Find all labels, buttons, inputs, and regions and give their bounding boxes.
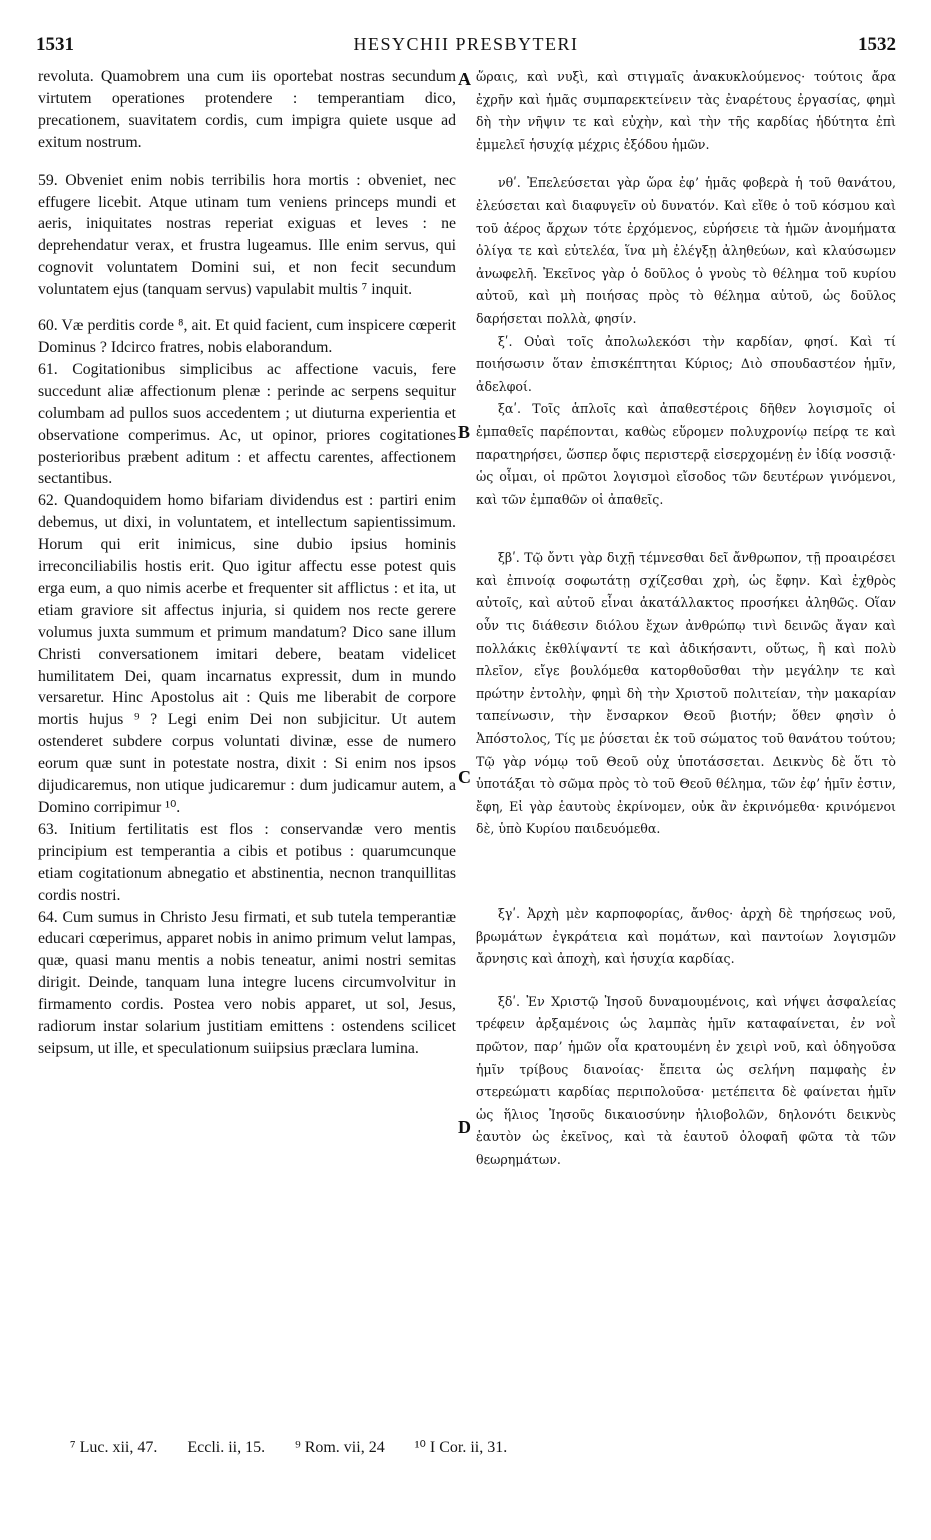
greek-paragraph: ὥραις, καὶ νυξὶ, καὶ στιγμαῖς ἀνακυκλούμενος· τούτοις ἄρα ἐχρῆν καὶ ἡμᾶς συμπαρεκτείνειν τὰς ἐναρέτους ἐργασίας, φημὶ δὴ τὴν νῆψιν τε καὶ εὐχὴν, καὶ τὴν τῆς καρδίας ἡδύτητα ἐπὶ ἐμμελεῖ ἡσυχίᾳ μέχρις ἐξόδου ἡμῶν. bbox=[476, 69, 896, 152]
page-number-left: 1531 bbox=[36, 34, 74, 55]
greek-paragraph: νθʹ. Ἐπελεύσεται γὰρ ὥρα ἐφʼ ἡμᾶς φοβερὰ ἡ τοῦ θανάτου, ἐλεύσεται καὶ διαφυγεῖν οὐ δυνατόν. Καὶ εἴθε ὁ τοῦ κόσμου καὶ τοῦ ἀέρος ἄρχων τότε ἐρχόμενος, εὑρήσειε τὰ ἡμῶν ἀνομήματα ὀλίγα τε καὶ εὐτελέα, ἵνα μὴ ἐλέγξῃ ἀληθεύων, καὶ κλαύσωμεν ἀνωφελῆ. Ἐκεῖνος γὰρ ὁ δοῦλος ὁ γνοὺς τὸ θέλημα τοῦ κυρίου αὐτοῦ, καὶ μὴ ποιήσας πρὸς τὸ θέλημα αὐτοῦ, ὡς δοῦλος δαρήσεται πολλὰ, φησίν. bbox=[476, 175, 896, 326]
greek-column bbox=[476, 66, 896, 1431]
margin-marker-b: B bbox=[458, 422, 471, 442]
footnote: ⁹ Rom. vii, 24 bbox=[295, 1439, 385, 1456]
running-title: HESYCHII PRESBYTERI bbox=[353, 34, 579, 54]
footnote: ⁷ Luc. xii, 47. bbox=[70, 1439, 158, 1456]
greek-paragraph: ξʹ. Οὐαὶ τοῖς ἀπολωλεκόσι τὴν καρδίαν, φησί. Καὶ τί ποιήσωσιν ὅταν ἐπισκέπτηται Κύριος; Διὸ σπουδαστέον ἡμῖν, ἀδελφοί. bbox=[476, 333, 896, 394]
latin-paragraph: 63. Initium fertilitatis est flos : conservandæ vero mentis principium est temperantia a cibis et potibus : quarumcunque etiam cogitationum abnegatio et abstinentia, necnon tranquillitas cordis nostri. bbox=[38, 820, 456, 904]
page-header bbox=[36, 34, 896, 64]
margin-marker-a: A bbox=[458, 69, 471, 89]
latin-paragraph: 61. Cogitationibus simplicibus ac affectione vacuis, fere succedunt aliæ affectionum plenæ : perinde ac serpens sequitur columbam ad pullos suos accedentem ; ut diuturna experientia et observatione comperimus. Ac, ut opinor, priores cogitationes posterioribus præbent aditum : et affectu carentes, affectionem sectantibus. bbox=[38, 360, 456, 488]
greek-paragraph: ξδʹ. Ἐν Χριστῷ Ἰησοῦ δυναμουμένοις, καὶ νήψει ἀσφαλείας τρέφειν ἀρξαμένοις ὡς λαμπὰς ἡμῖν καταφαίνεται, ἐν νοῒ πρῶτον, παρʼ ἡμῶν οἷα κρατουμένη ἐν χειρὶ νοῦ, καὶ ὁδηγοῦσα ἡμῖν τρίβους διανοίας· ἔπειτα ὡς σελήνη παμφαὴς ἐν στερεώματι καρδίας περιπολοῦσα· μετέπειτα δὲ φαίνεται ἡμῖν ὡς ἥλιος Ἰησοῦς δικαιοσύνην ἡλιοβολῶν, δηλονότι δεικνὺς ἑαυτὸν ὡς ἐκεῖνος, καὶ τὰ ἑαυτοῦ ὁλοφαῆ φῶτα τὰ τῶν θεωρημάτων. bbox=[476, 993, 896, 1167]
greek-paragraph: ξβʹ. Τῷ ὄντι γὰρ διχῇ τέμνεσθαι δεῖ ἄνθρωπον, τῇ προαιρέσει καὶ ἐπινοίᾳ σοφωτάτῃ σχίζεσθαι χρὴ, ὡς ἔφην. Καὶ ἐχθρὸς αὐτοῖς, καὶ αὐτοῦ εἶναι ἀκατάλλακτος προσήκει ἀληθῶς. Οἵαν οὖν τις διάθεσιν διόλου ἔχων ἀνθρώπῳ τινὶ δεινῶς ἄγαν καὶ πολλάκις ἐκθλίψαντί τε καὶ ἀδικήσαντι, οὕτως, ἢ καὶ πολὺ πλεῖον, εἴγε βουλόμεθα κατορθοῦσθαι τὴν μεγάλην τε καὶ πρώτην ἐντολὴν, φημὶ δὴ τὴν Χριστοῦ πολιτείαν, τὴν μακαρίαν ταπείνωσιν, τὴν ἔνσαρκον Θεοῦ βιοτήν; ὅθεν φησὶν ὁ Ἀπόστολος, Τίς με ῥύσεται ἐκ τοῦ σώματος τοῦ θανάτου τούτου; Τῷ γὰρ νόμῳ τοῦ Θεοῦ οὐχ ὑποτάσσεται. Δεικνὺς δὲ ὅτι τὸ ὑποτάξαι τὸ σῶμα πρὸς τὸ τοῦ Θεοῦ θέλημα, τῶν ἐφʼ ἡμῖν ἐστιν, ἔφη, Εἰ γὰρ ἑαυτοὺς ἐκρίνομεν, οὐκ ἂν ἐκρινόμεθα· κρινόμενοι δὲ, ὑπὸ Κυρίου παιδευόμεθα. bbox=[476, 550, 896, 837]
latin-paragraph: revoluta. Quamobrem una cum iis oportebat nostras secundum virtutem operationes protendere : temperantiam dico, precationem, suavitatem cordis, cum impigra quiete usque ad exitum nostrum. bbox=[38, 68, 456, 151]
latin-column bbox=[38, 66, 456, 1431]
footnote: Eccli. ii, 15. bbox=[187, 1439, 266, 1456]
latin-paragraph: 62. Quandoquidem homo bifariam dividendus est : partiri enim debemus, ut dixi, in voluntatem, et intellectum sapientissimum. Horum qui erit inimicus, sine dubio ipsius hominis irreconciliabilis hostis erit. Quo igitur affectu esse potest quis erga eum, a quo nimis acerbe et frequenter sit afflictus : et ita, ut etiam graviore sit affectus injuria, si quidem nos recte gerere volumus juxta summum et primum mandatum? Dico sane illum Christi conversationem imitari debere, beatam videlicet humilitatem Dei, quam incarnatus expressit, dum in mundo versaretur. Hinc Apostolus ait : Quis me liberabit de corpore mortis hujus ⁹ ? Legi enim Dei non subjicitur. Ut autem ostenderet subdere corpus voluntati divinæ, esse de numero eorum quæ sunt in potestate nostra, dixit : Si enim nos ipsos dijudicaremus, non utique judicaremur : dum judicamur autem, a Domino corripimur ¹⁰. bbox=[38, 492, 456, 816]
margin-marker-c: C bbox=[458, 767, 471, 787]
page-number-right: 1532 bbox=[858, 34, 896, 55]
footnotes bbox=[70, 1437, 870, 1457]
footnote: ¹⁰ I Cor. ii, 31. bbox=[414, 1439, 508, 1456]
latin-paragraph: 59. Obveniet enim nobis terribilis hora mortis : obveniet, nec effugere licebit. Atque utinam tum veniens princeps mundi et aeris, iniquitates nostras reperiat exiguas et leves : ne deprehendatur verax, et frustra lugeamus. Ille enim servus, qui cognovit voluntatem Domini sui, et non fecit secundum voluntatem ejus (tanquam servus) vapulabit multis ⁷ inquit. bbox=[38, 171, 456, 299]
latin-paragraph: 60. Væ perditis corde ⁸, ait. Et quid facient, cum inspicere cœperit Dominus ? Idcirco fratres, nobis elaborandum. bbox=[38, 317, 456, 356]
latin-paragraph: 64. Cum sumus in Christo Jesu firmati, et sub tutela temperantiæ educari cœperimus, apparet nobis in animo primum velut lampas, quæ, quasi manu mentis a nobis teneatur, animi nostri semitas dirigit. Deinde, tanquam luna integre lucens circumvolvitur in firmamento cordis. Postea vero nobis apparet, ut sol, Jesus, radiorum instar solarium justitiam emittens : ostendens scilicet seipsum, ut ille, et speculationum suiipsius præclara lumina. bbox=[38, 908, 456, 1057]
margin-marker-d: D bbox=[458, 1117, 471, 1137]
greek-paragraph: ξαʹ. Τοῖς ἁπλοῖς καὶ ἀπαθεστέροις δῆθεν λογισμοῖς οἱ ἐμπαθεῖς παρέπονται, καθὼς εὕρομεν πολυχρονίῳ πείρᾳ τε καὶ παρατηρήσει, ὥσπερ ὄφις περιστερᾷ εἰσερχομένῃ ἐν ἰδίᾳ νοσσιᾷ· ὡς οἶμαι, οἱ πρῶτοι λογισμοὶ εἴσοδος τῶν δευτέρων γινόμενοι, καὶ τῶν ἐμπαθῶν οἱ ἀπαθεῖς. bbox=[476, 401, 896, 507]
greek-paragraph: ξγʹ. Ἀρχὴ μὲν καρποφορίας, ἄνθος· ἀρχὴ δὲ τηρήσεως νοῦ, βρωμάτων ἐγκράτεια καὶ πομάτων, καὶ παντοίων λογισμῶν ἄρνησις καὶ ἀποχὴ, καὶ ἡσυχία καρδίας. bbox=[476, 906, 896, 967]
